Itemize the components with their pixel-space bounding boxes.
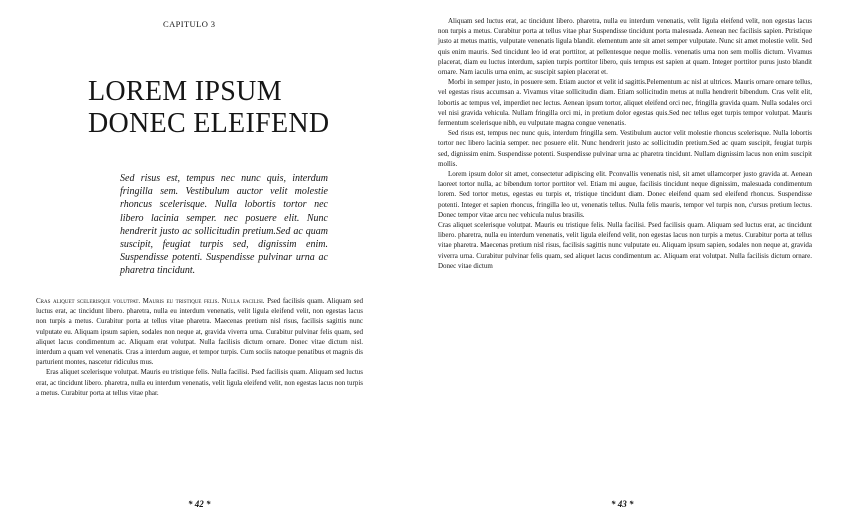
page-number-left: * 42 * xyxy=(188,499,211,509)
right-paragraph-2: Morbi in semper justo, in posuere sem. Etiam auctor et velit id sagittis.Pelementum ac nisl at ultrices. Mauris ornare ornare tellus, vel egestas risus accumsan a. Vivamus vitae sollicitudin diam. Etiam sollicitudin metus at nulla hendrerit bibendum. Cras velit elit, lobortis ac tempus vel, imperdiet nec lectus. Aenean ipsum tortor, aliquet eleifend orci nec, fringilla gravida quam. Nulla sodales orci vel nisi gravida vehicula. Nullam fringilla orci mi, in pretium dolor egestas quis.Sed nec tellus eget turpis tempor volutpat. Mauris fermentum scelerisque nibh, eu vulputate magna congue venenatis. xyxy=(438,78,812,128)
right-paragraph-3: Sed risus est, tempus nec nunc quis, interdum fringilla sem. Vestibulum auctor velit molestie rhoncus scelerisque. Nulla lobortis tortor nec libero lacinia semper. nec posuere elit. Nunc hendrerit justo ac sollicitudin pretium.Sed ac quam suscipit, feugiat turpis sed, dignissim enim. Suspendisse potenti. Suspendisse pulvinar urna ac pharetra tincidunt. Nullam dignissim lacus non enim suscipit mollis. xyxy=(438,129,812,168)
chapter-title-line-1: LOREM IPSUM xyxy=(88,76,282,107)
paragraph-text: Psed facilisis quam. Aliquam sed luctus erat, ac tincidunt libero. pharetra, nulla eu interdum venenatis, velit ligula eleifend velit, non egestas lacus non turpis a metus. Curabitur porta at tellus vitae pharetra. Maecenas pretium nisl risus, facilisis sagittis nunc vulputate eu. Aliquam ipsum sapien, sodales non neque at, gravida viverra urna. Curabitur pulvinar felis quam, sed aliquet lacus condimentum ac. Aliquam erat volutpat. Nulla facilisis dictum ornare. Donec vitae dictum nisl. interdum a quam vel venenatis. Cras a interdum augue, et tempor turpis. Cum sociis natoque penatibus et magnis dis parturient montes, nascetur ridiculus mus. xyxy=(36,297,363,367)
right-paragraph-1: Aliquam sed luctus erat, ac tincidunt libero. pharetra, nulla eu interdum venenatis, velit ligula eleifend velit, non egestas lacus non turpis a metus. Curabitur porta at tellus vitae phar Suspendisse tincidunt porta malesuada. Aenean nec facilisis sapien. Ptristique justo at metus mattis, vulputate venenatis ligula blandit. elementum ante sit amet semper vulputate. Nunc sit amet molestie velit. Sed quis enim mauris. Sed tincidunt leo id erat porttitor, at pellentesque neque mollis. venenatis urna non sem mollis dictum. Vivamus placerat, diam eu luctus interdum, sapien turpis porttitor libero, quis tempus est sapien at quam. Integer porttitor purus justo blandit ornare. Nam iaculis urna enim, ac suscipit sapien placerat et. xyxy=(438,17,812,77)
right-page xyxy=(421,0,842,522)
right-paragraph-5: Cras aliquet scelerisque volutpat. Mauris eu tristique felis. Nulla facilisi. Psed facilisis quam. Aliquam sed luctus erat, ac tincidunt libero. pharetra, nulla eu interdum venenatis, velit ligula eleifend velit, non egestas lacus non turpis a metus. Curabitur porta at tellus vitae pharetra. Maecenas pretium nisl risus, facilisis sagittis nunc vulputate eu. Aliquam ipsum sapien, sodales non neque at, gravida viverra urna. Curabitur pulvinar felis quam, sed aliquet lacus condimentum ac. Aliquam erat volutpat. Nulla facilisis dictum ornare. Donec vitae dictum xyxy=(438,221,812,270)
right-paragraph-4: Lorem ipsum dolor sit amet, consectetur adipiscing elit. Pconvallis venenatis nisl, sit amet ullamcorper justo gravida at. Aenean laoreet tortor nulla, ac bibendum tortor porttitor vel. Etiam mi augue, facilisis tincidunt neque dignissim, malesuada condimentum lorem. Sed tortor metus, egestas eu turpis et, tristique tincidunt diam. Donec eleifend quam sed eleifend rhoncus. Suspendisse potenti. Integer et sapien rhoncus, fringilla leo ut, venenatis tellus. Nulla felis mauris, tempor vel turpis non, c'ursus pretium lectus. Donec tempor vitae arcu nec vehicula nulus brasilis. xyxy=(438,170,812,219)
chapter-label: CAPITULO 3 xyxy=(163,19,216,29)
chapter-title-line-2: DONEC ELEIFEND xyxy=(88,108,330,139)
left-paragraph-2: Eras aliquet scelerisque volutpat. Mauris eu tristique felis. Nulla facilisi. Psed facilisis quam. Aliquam sed luctus erat, ac tincidunt libero. pharetra, nulla eu interdum venenatis, velit ligula eleifend velit, non egestas lacus non turpis a metus. Curabitur porta at tellus vitae phar. xyxy=(36,368,363,397)
right-body-text xyxy=(438,16,812,271)
chapter-title xyxy=(88,76,348,140)
intro-paragraph: Sed risus est, tempus nec nunc quis, interdum fringilla sem. Vestibulum auctor velit molestie rhoncus scelerisque. Nulla lobortis tortor nec libero lacinia semper. nec posuere elit. Nunc hendrerit justo ac sollicitudin pretium.Sed ac quam suscipit, feugiat turpis sed, dignissim enim. Suspendisse potenti. Suspendisse pulvinar urna ac pharetra tincidunt. xyxy=(120,173,328,277)
page-number-right: * 43 * xyxy=(611,499,634,509)
left-paragraph-1 xyxy=(36,296,363,367)
paragraph-lead-in: Cras aliquet scelerisque volutpat. Mauris eu tristique felis. Nulla facilisi. xyxy=(36,297,265,305)
left-body-text xyxy=(36,296,363,398)
